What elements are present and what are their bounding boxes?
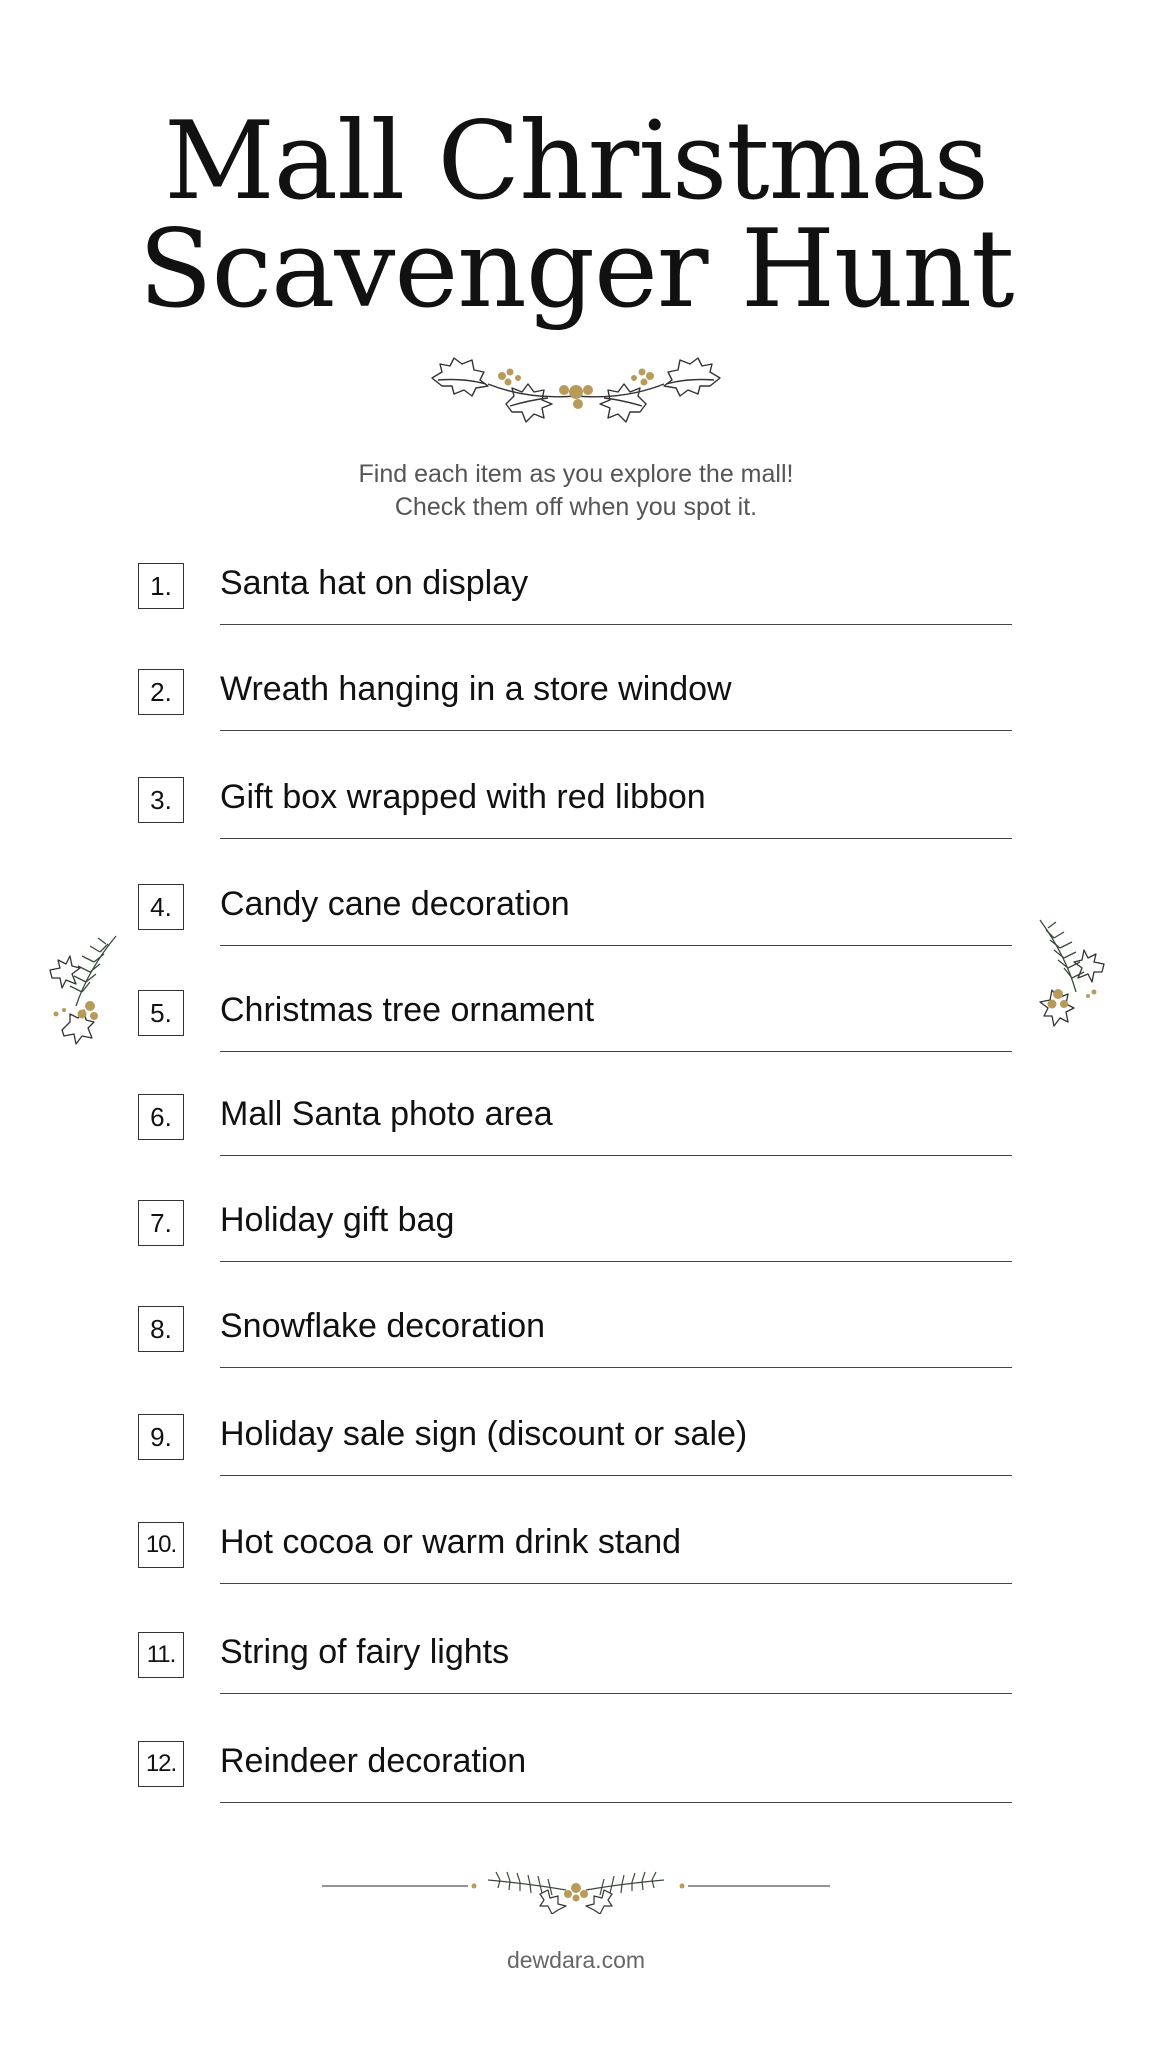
list-item (138, 777, 1018, 877)
item-number-box[interactable]: 9. (138, 1414, 184, 1460)
item-line (220, 1475, 1012, 1476)
list-item (138, 884, 1018, 984)
instructions-line-1: Find each item as you explore the mall! (358, 460, 794, 488)
item-label: Snowflake decoration (220, 1307, 546, 1345)
item-number-box[interactable]: 5. (138, 990, 184, 1036)
list-item (138, 990, 1018, 1090)
item-label: Reindeer decoration (220, 1742, 527, 1780)
item-number-box[interactable]: 3. (138, 777, 184, 823)
item-line (220, 1583, 1012, 1584)
item-number-box[interactable]: 12. (138, 1741, 184, 1787)
item-number-box[interactable]: 11. (138, 1632, 184, 1678)
item-label: Hot cocoa or warm drink stand (220, 1523, 682, 1561)
item-label: Santa hat on display (220, 564, 529, 602)
list-item (138, 1522, 1018, 1622)
item-line (220, 730, 1012, 731)
item-line (220, 1693, 1012, 1694)
item-line (220, 1367, 1012, 1368)
item-line (220, 1802, 1012, 1803)
item-line (220, 1155, 1012, 1156)
list-item (138, 563, 1018, 663)
item-line (220, 1051, 1012, 1052)
list-item (138, 1306, 1018, 1406)
item-number-box[interactable]: 10. (138, 1522, 184, 1568)
title-line-2: Scavenger Hunt (138, 207, 1014, 332)
item-line (220, 1261, 1012, 1262)
item-label: Gift box wrapped with red libbon (220, 778, 706, 816)
pine-berry-divider-icon (318, 1858, 834, 1914)
item-label: Candy cane decoration (220, 885, 570, 923)
list-item (138, 1094, 1018, 1194)
list-item (138, 1741, 1018, 1841)
holly-sprig-left-icon (48, 930, 124, 1066)
item-number-box[interactable]: 6. (138, 1094, 184, 1140)
item-number-box[interactable]: 1. (138, 563, 184, 609)
item-number-box[interactable]: 8. (138, 1306, 184, 1352)
list-item (138, 1200, 1018, 1300)
item-number-box[interactable]: 7. (138, 1200, 184, 1246)
title-line-1: Mall Christmas (164, 99, 988, 224)
item-line (220, 838, 1012, 839)
item-number-box[interactable]: 4. (138, 884, 184, 930)
item-label: Holiday gift bag (220, 1201, 455, 1239)
item-label: Holiday sale sign (discount or sale) (220, 1415, 748, 1453)
item-line (220, 945, 1012, 946)
list-item (138, 1632, 1018, 1732)
item-label: String of fairy lights (220, 1633, 510, 1671)
item-number-box[interactable]: 2. (138, 669, 184, 715)
item-label: Wreath hanging in a store window (220, 670, 732, 708)
footer-website: dewdara.com (506, 1947, 646, 1973)
instructions-line-2: Check them off when you spot it. (394, 493, 758, 521)
item-label: Mall Santa photo area (220, 1095, 553, 1133)
item-line (220, 624, 1012, 625)
list-item (138, 1414, 1018, 1514)
list-item (138, 669, 1018, 769)
item-label: Christmas tree ornament (220, 991, 595, 1029)
holly-sprig-right-icon (1030, 912, 1106, 1048)
